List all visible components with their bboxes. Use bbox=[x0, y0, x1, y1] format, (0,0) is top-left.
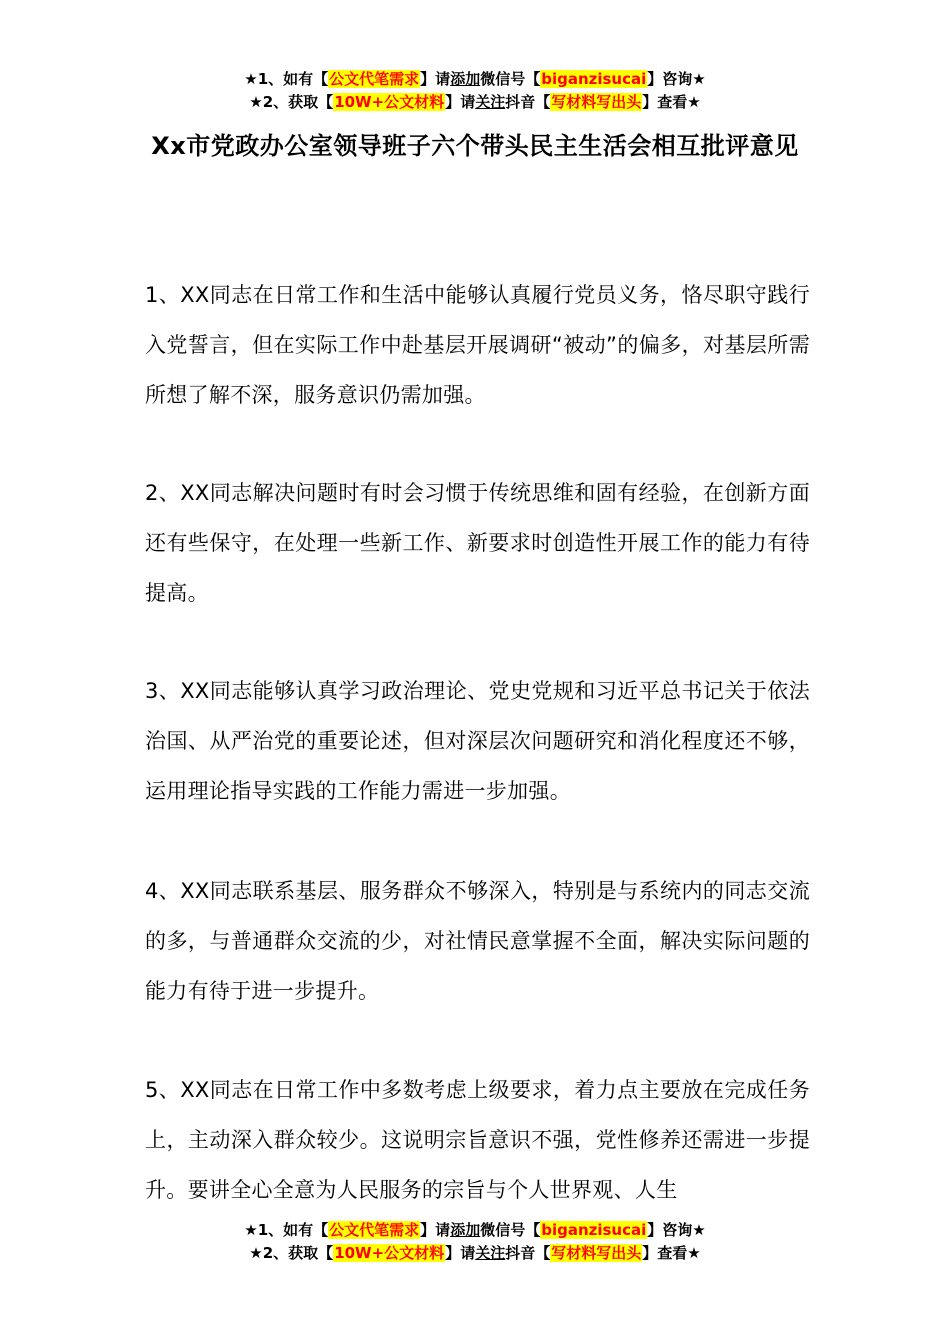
banner-text: 】请 bbox=[445, 1244, 476, 1262]
highlight-wechat-id: biganzisucai bbox=[541, 1221, 647, 1239]
bottom-banner bbox=[0, 1219, 950, 1265]
underlined-text: 添加 bbox=[450, 1221, 481, 1239]
banner-text: 】请 bbox=[420, 70, 451, 88]
banner-text: ★1、如有【 bbox=[244, 70, 329, 88]
highlight-douyin-id: 写材料写出头 bbox=[551, 1244, 642, 1262]
banner-text: 】查看★ bbox=[642, 93, 701, 111]
banner-text: 】咨询★ bbox=[647, 70, 706, 88]
highlight-service: 公文代笔需求 bbox=[329, 1221, 420, 1239]
underlined-text: 关注 bbox=[475, 93, 506, 111]
highlight-materials: 10W+公文材料 bbox=[334, 1244, 445, 1262]
banner-text: 】请 bbox=[445, 93, 476, 111]
underlined-text: 添加 bbox=[450, 70, 481, 88]
banner-line-1 bbox=[0, 1219, 950, 1242]
banner-text: 】请 bbox=[420, 1221, 451, 1239]
banner-text: 抖音【 bbox=[505, 93, 551, 111]
banner-text: ★2、获取【 bbox=[249, 1244, 334, 1262]
banner-text: 】咨询★ bbox=[647, 1221, 706, 1239]
top-banner bbox=[0, 68, 950, 114]
banner-text: 】查看★ bbox=[642, 1244, 701, 1262]
highlight-douyin-id: 写材料写出头 bbox=[551, 93, 642, 111]
banner-text: ★1、如有【 bbox=[244, 1221, 329, 1239]
banner-line-1 bbox=[0, 68, 950, 91]
banner-text: 微信号【 bbox=[480, 70, 541, 88]
highlight-service: 公文代笔需求 bbox=[329, 70, 420, 88]
paragraph-5: 5、XX同志在日常工作中多数考虑上级要求，着力点主要放在完成任务上，主动深入群众较少。这说明宗旨意识不强，党性修养还需进一步提升。要讲全心全意为人民服务的宗旨与个人世界观、人生 bbox=[145, 1078, 810, 1202]
paragraph-1: 1、XX同志在日常工作和生活中能够认真履行党员义务，恪尽职守践行入党誓言，但在实际工作中赴基层开展调研“被动”的偏多，对基层所需所想了解不深，服务意识仍需加强。 bbox=[145, 283, 810, 407]
paragraph-2: 2、XX同志解决问题时有时会习惯于传统思维和固有经验，在创新方面还有些保守，在处理一些新工作、新要求时创造性开展工作的能力有待提高。 bbox=[145, 481, 810, 605]
underlined-text: 关注 bbox=[475, 1244, 506, 1262]
banner-text: 抖音【 bbox=[505, 1244, 551, 1262]
paragraph-3: 3、XX同志能够认真学习政治理论、党史党规和习近平总书记关于依法治国、从严治党的重要论述，但对深层次问题研究和消化程度还不够，运用理论指导实践的工作能力需进一步加强。 bbox=[145, 679, 810, 803]
banner-line-2 bbox=[0, 1242, 950, 1265]
highlight-wechat-id: biganzisucai bbox=[541, 70, 647, 88]
banner-text: ★2、获取【 bbox=[249, 93, 334, 111]
highlight-materials: 10W+公文材料 bbox=[334, 93, 445, 111]
banner-text: 微信号【 bbox=[480, 1221, 541, 1239]
page-title: Xx市党政办公室领导班子六个带头民主生活会相互批评意见 bbox=[151, 132, 799, 160]
paragraph-4: 4、XX同志联系基层、服务群众不够深入，特别是与系统内的同志交流的多，与普通群众交流的少，对社情民意掌握不全面，解决实际问题的能力有待于进一步提升。 bbox=[145, 879, 810, 1003]
banner-line-2 bbox=[0, 91, 950, 114]
